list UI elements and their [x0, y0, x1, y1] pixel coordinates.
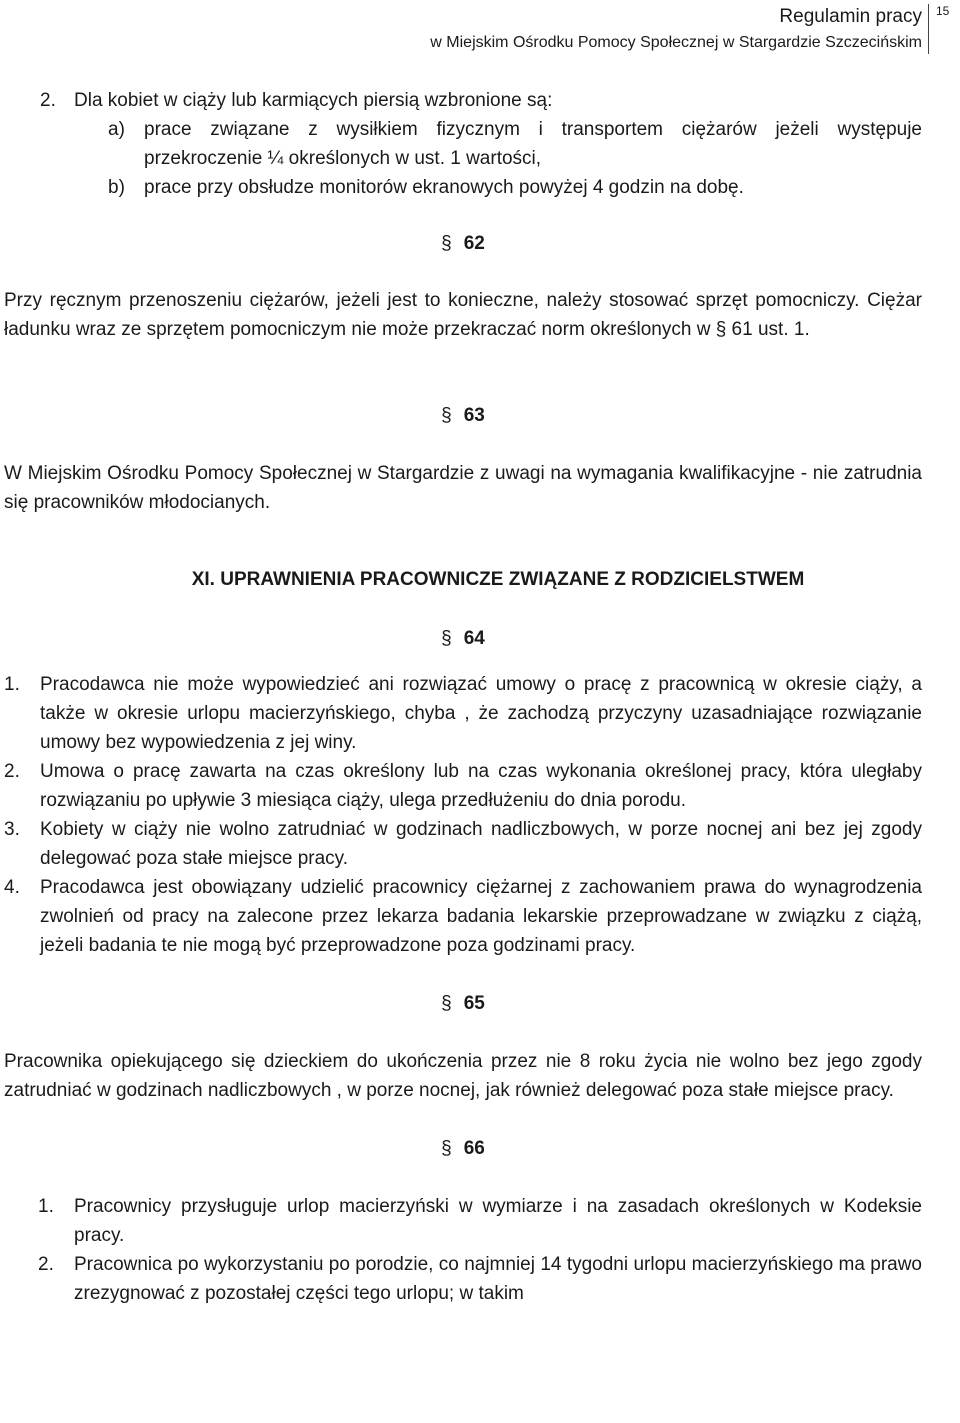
intro-item-number: 2. — [40, 90, 56, 111]
section-64-item-2 — [4, 757, 922, 815]
section-63-text: W Miejskim Ośrodku Pomocy Społecznej w Stargardzie z uwagi na wymagania kwalifikacyjne - nie zatrudnia się pracowników młodocianych. — [4, 463, 922, 513]
header-subtitle: w Miejskim Ośrodku Pomocy Społecznej w Stargardzie Szczecińskim — [430, 34, 922, 51]
section-66-item-2 — [4, 1250, 922, 1308]
item-text: Umowa o pracę zawarta na czas określony lub na czas wykonania określonej pracy, która uległaby rozwiązaniu po upływie 3 miesiąca ciąży, ulega przedłużeniu do dnia porodu. — [40, 761, 922, 811]
header-divider — [928, 4, 929, 54]
item-number: 1. — [4, 674, 20, 695]
item-text: Pracodawca jest obowiązany udzielić pracownicy ciężarnej z zachowaniem prawa do wynagrodzenia zwolnień od pracy na zalecone przez lekarza badania lekarskie przeprowadzane w związku z ciążą, jeżeli badania te nie mogą być przeprowadzone poza godzinami pracy. — [40, 877, 922, 956]
section-62-heading — [4, 229, 922, 258]
section-sign: § — [441, 233, 452, 254]
section-number: 64 — [463, 628, 485, 649]
section-sign: § — [441, 405, 452, 426]
item-number: 3. — [4, 819, 20, 840]
section-63-heading — [4, 401, 922, 430]
section-62-text: Przy ręcznym przenoszeniu ciężarów, jeżeli jest to konieczne, należy stosować sprzęt pomocniczy. Ciężar ładunku wraz ze sprzętem pomocniczym nie może przekraczać norm określonych w § 61 ust. 1. — [4, 290, 922, 340]
page-number: 15 — [936, 4, 950, 18]
section-number: 65 — [463, 993, 485, 1014]
section-sign: § — [441, 628, 452, 649]
section-66-item-1 — [4, 1192, 922, 1250]
section-sign: § — [441, 993, 452, 1014]
header-title: Regulamin pracy — [779, 6, 922, 27]
item-number: 4. — [4, 877, 20, 898]
section-65-text: Pracownika opiekującego się dzieckiem do ukończenia przez nie 8 roku życia nie wolno bez jego zgody zatrudniać w godzinach nadliczbowych , w porze nocnej, jak również delegować poza stałe miejsce pracy. — [4, 1051, 922, 1101]
section-64-heading — [4, 624, 922, 653]
subitem-text: prace związane z wysiłkiem fizycznym i transportem ciężarów jeżeli występuje przekroczenie ¼ określonych w ust. 1 wartości, — [144, 119, 922, 169]
item-number: 2. — [4, 761, 20, 782]
section-65-heading — [4, 989, 922, 1018]
document-body — [4, 86, 922, 1308]
section-64-item-4 — [4, 873, 922, 960]
section-64-item-3 — [4, 815, 922, 873]
section-64-item-1 — [4, 670, 922, 757]
section-number: 66 — [463, 1138, 485, 1159]
intro-item-text: Dla kobiet w ciąży lub karmiących piersią wzbronione są: — [74, 90, 553, 111]
subitem-text: prace przy obsłudze monitorów ekranowych powyżej 4 godzin na dobę. — [144, 177, 744, 198]
intro-subitem-a — [4, 115, 922, 173]
section-number: 62 — [463, 233, 485, 254]
intro-subitem-b — [4, 173, 922, 202]
subitem-label: a) — [108, 119, 125, 140]
section-sign: § — [441, 1138, 452, 1159]
subitem-label: b) — [108, 177, 125, 198]
item-text: Pracodawca nie może wypowiedzieć ani rozwiązać umowy o pracę z pracownicą w okresie ciąży, a także w okresie urlopu macierzyńskiego, chyba , że zachodzą przyczyny uzasadniające rozwiązanie umowy bez wypowiedzenia z jej winy. — [40, 674, 922, 753]
item-text: Kobiety w ciąży nie wolno zatrudniać w godzinach nadliczbowych, w porze nocnej ani bez jej zgody delegować poza stałe miejsce pracy. — [40, 819, 922, 869]
item-number: 2. — [38, 1254, 54, 1275]
intro-item-2 — [4, 86, 922, 115]
chapter-heading: XI. UPRAWNIENIA PRACOWNICZE ZWIĄZANE Z RODZICIELSTWEM — [191, 569, 805, 590]
section-66-heading — [4, 1134, 922, 1163]
section-number: 63 — [463, 405, 485, 426]
page-header — [0, 4, 960, 54]
item-text: Pracownicy przysługuje urlop macierzyński w wymiarze i na zasadach określonych w Kodeksie pracy. — [74, 1196, 922, 1246]
item-number: 1. — [38, 1196, 54, 1217]
item-text: Pracownica po wykorzystaniu po porodzie, co najmniej 14 tygodni urlopu macierzyńskiego ma prawo zrezygnować z pozostałej części tego urlopu; w takim — [74, 1254, 922, 1304]
